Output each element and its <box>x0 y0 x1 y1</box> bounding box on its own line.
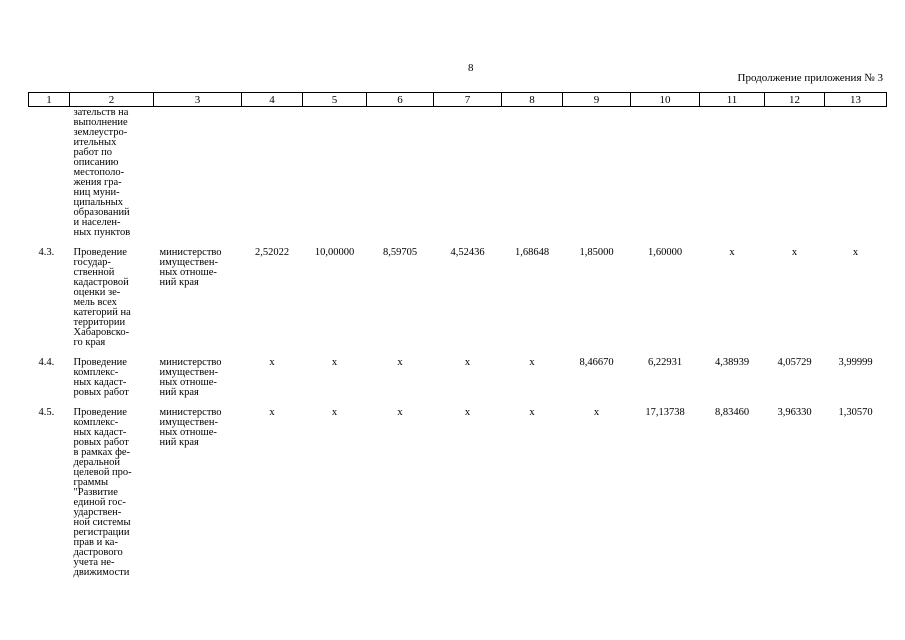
value-cell: 10,00000 <box>314 247 355 258</box>
value-cell: x <box>397 357 403 368</box>
value-cell: x <box>729 247 735 258</box>
value-cell: 8,59705 <box>382 247 418 258</box>
value-cell: x <box>269 407 275 418</box>
header-cell: 1 <box>29 93 70 107</box>
value-cell: x <box>269 357 275 368</box>
value-cell <box>367 107 434 239</box>
row-index: 4.4. <box>38 357 55 368</box>
row-name: Проведение государ- ственной кадастровой оценки зе- мель всех категорий на территории Хабаровско- го края <box>73 247 131 348</box>
row-org: министерство имуществен- ных отноше- ний края <box>159 407 222 448</box>
header-cell: 3 <box>154 93 242 107</box>
value-cell: x <box>331 357 338 368</box>
value-cell: x <box>791 247 798 258</box>
table-row <box>29 107 887 239</box>
value-cell: x <box>593 407 600 418</box>
header-cell: 5 <box>303 93 367 107</box>
value-cell <box>700 107 765 239</box>
table-row <box>29 348 887 398</box>
header-cell: 2 <box>70 93 154 107</box>
value-cell: 3,99999 <box>838 357 873 368</box>
table-row <box>29 238 887 348</box>
row-index: 4.5. <box>38 407 55 418</box>
appendix-label: Продолжение приложения № 3 <box>737 72 883 84</box>
value-cell: x <box>529 407 535 418</box>
row-org <box>154 107 242 239</box>
value-cell: 4,52436 <box>450 247 485 258</box>
value-cell <box>765 107 825 239</box>
header-row <box>29 93 887 107</box>
row-org: министерство имуществен- ных отноше- ний края <box>159 247 222 288</box>
value-cell: 8,83460 <box>714 407 750 418</box>
header-cell: 6 <box>367 93 434 107</box>
value-cell <box>825 107 887 239</box>
header-cell: 12 <box>765 93 825 107</box>
value-cell: x <box>331 407 338 418</box>
value-cell: 8,46670 <box>579 357 614 368</box>
row-name: Проведение комплекс- ных кадаст- ровых работ <box>73 357 129 398</box>
value-cell <box>631 107 700 239</box>
value-cell: 3,96330 <box>777 407 812 418</box>
value-cell: 2,52022 <box>254 247 290 258</box>
header-cell: 9 <box>563 93 631 107</box>
value-cell: x <box>397 407 403 418</box>
value-cell: 4,38939 <box>714 357 750 368</box>
header-cell: 11 <box>700 93 765 107</box>
value-cell: 17,13738 <box>645 407 685 418</box>
value-cell: x <box>464 407 471 418</box>
value-cell: 6,22931 <box>647 357 683 368</box>
row-index <box>29 107 70 239</box>
table-row <box>29 398 887 578</box>
value-cell: 4,05729 <box>777 357 812 368</box>
header-cell: 8 <box>502 93 563 107</box>
value-cell: x <box>852 247 859 258</box>
value-cell: 1,30570 <box>838 407 873 418</box>
value-cell <box>563 107 631 239</box>
budget-table <box>28 92 887 578</box>
header-cell: 13 <box>825 93 887 107</box>
value-cell: 1,85000 <box>579 247 614 258</box>
value-cell: 1,60000 <box>647 247 683 258</box>
row-org: министерство имуществен- ных отноше- ний края <box>159 357 222 398</box>
value-cell: x <box>529 357 535 368</box>
value-cell: x <box>464 357 471 368</box>
row-name: зательств на выполнение землеустро- ительных работ по описанию местополо- жения гра- ниц муни- ципальных образований и населен- ных пунктов <box>73 107 131 238</box>
value-cell <box>434 107 502 239</box>
value-cell <box>303 107 367 239</box>
page-number: 8 <box>468 62 474 74</box>
header-cell: 4 <box>242 93 303 107</box>
header-cell: 10 <box>631 93 700 107</box>
row-index: 4.3. <box>38 247 55 258</box>
row-name: Проведение комплекс- ных кадаст- ровых работ в рамках фе- деральной целевой про- граммы "Развитие единой гос- ударствен- ной системы регистрации прав и ка- дастрового учета не- движимости <box>73 407 132 578</box>
value-cell: 1,68648 <box>514 247 550 258</box>
value-cell <box>502 107 563 239</box>
header-cell: 7 <box>434 93 502 107</box>
value-cell <box>242 107 303 239</box>
